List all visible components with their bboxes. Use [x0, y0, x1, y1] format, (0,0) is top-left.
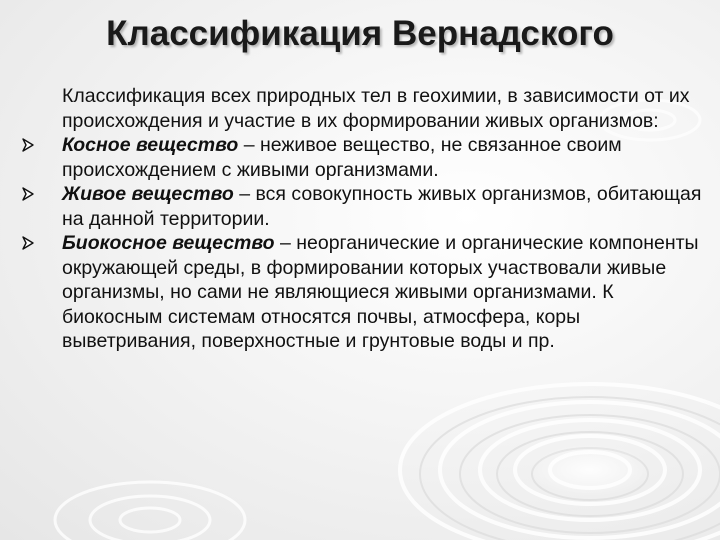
bullet-text: – неорганические и органические компоненты окружающей среды, в формировании которых участвовали живые организмы, но сами не являющиеся живыми организмами. К биокосным системам относятся почвы, атмосфера, коры выветривания, поверхностные и грунтовые воды и пр. [62, 232, 699, 352]
bullet-term: Биокосное вещество [62, 232, 275, 254]
bullet-item-living-matter [62, 182, 702, 231]
bullet-term: Живое вещество [62, 183, 234, 205]
bullet-item-bioinert-matter [62, 231, 702, 354]
intro-paragraph: Классификация всех природных тел в геохимии, в зависимости от их происхождения и участие в их формировании живых организмов: [62, 85, 690, 132]
bullet-term: Косное вещество [62, 134, 239, 156]
bullet-item-inert-matter [62, 133, 702, 182]
arrowhead-bullet-icon [20, 182, 36, 206]
arrowhead-bullet-icon [20, 133, 36, 157]
bullet-text: – вся совокупность живых организмов, обитающая на данной территории. [62, 183, 702, 230]
arrowhead-bullet-icon [20, 231, 36, 255]
slide-body [62, 84, 702, 354]
slide-title: Классификация Вернадского [106, 14, 614, 53]
bullet-text: – неживое вещество, не связанное своим происхождением с живыми организмами. [62, 134, 622, 181]
